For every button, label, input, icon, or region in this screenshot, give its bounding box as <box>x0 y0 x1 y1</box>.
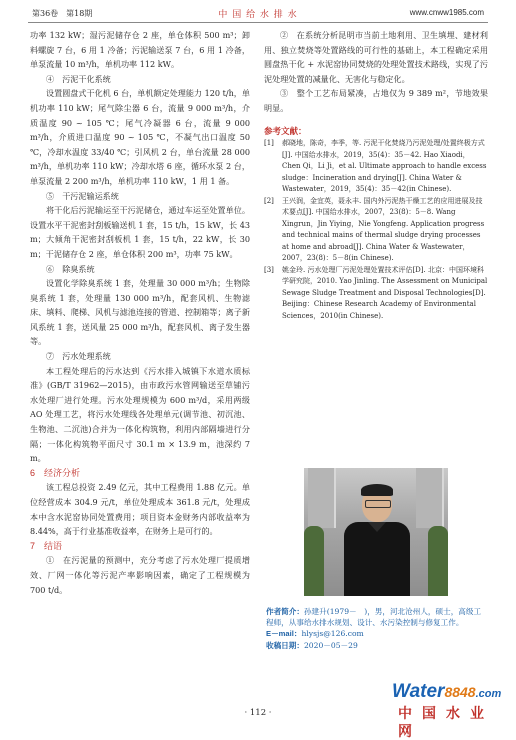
received-date-label: 收稿日期： <box>266 640 304 650</box>
portrait-shirt <box>344 522 410 596</box>
reference-number: [3] <box>264 265 274 274</box>
references-heading: 参考文献： <box>264 125 307 136</box>
reference-text: 郝晓地，陈奇，李季，等. 污泥干化焚烧乃污泥处理/处置终极方式[J]. 中国给水排水，2019，35(4)：35－42. Hao Xiaodi，Chen Qi，Li Ji，et al. Ultimate approach to handle excess sludge：Incineration and drying[J]. China Water & Wastewater，2019，35(4)：35－42(in Chinese). <box>282 139 487 194</box>
reference-list <box>264 138 488 322</box>
reference-number: [2] <box>264 196 274 205</box>
author-email[interactable]: hlysjs@126.com <box>301 629 364 639</box>
portrait-figure <box>344 486 410 596</box>
subsection-heading: ⑦ 污水处理系统 <box>46 351 111 362</box>
logo-chinese: 中国水业网 <box>398 705 494 739</box>
conclusion-continued <box>264 28 488 116</box>
building-shape <box>308 468 336 528</box>
portrait-glasses <box>365 500 391 508</box>
reference-item <box>264 196 488 265</box>
reference-item <box>264 265 488 323</box>
bio-text: 孙建升(1979－ )，男，河北沧州人，硕士，高级工程师，从事给水排水规划、设计、水污染控制与修复工作。 <box>266 607 482 628</box>
reference-item <box>264 138 488 196</box>
body-paragraph: 将干化后污泥输运至干污泥储仓，通过车运至处置单位。设置水平干泥密封刮板输送机 1 套，15 t/h，15 kW，长 43 m；大倾角干泥密封刮板机 1 套，15 t/h，22 kW，长 30 m；干泥储存仓 2 座，单仓体积 200 m³，功率 75 kW。 <box>30 205 250 259</box>
section-heading: 7 结语 <box>30 540 63 551</box>
body-paragraph: 本工程处理后的污水达到《污水排入城镇下水道水质标准》(GB/T 31962—2015)，由市政污水管网输送至草铺污水处理厂进行处理。污水处理规模为 600 m³/d，采用两级 AO 处理工艺，将污水处理线各处理单元(调节池、初沉池、生物池、二沉池)合并为一体化构筑物，利用内部隔墙进行分隔；一体化构筑物平面尺寸 30.1 m × 13.9 m，池深约 7 m。 <box>30 365 250 464</box>
building-shape <box>416 468 444 528</box>
journal-url[interactable]: www.cnww1985.com <box>409 8 484 17</box>
tree-shape <box>304 526 324 596</box>
tree-shape <box>428 526 448 596</box>
received-date: 2020－05－29 <box>303 640 358 650</box>
site-logo <box>392 681 510 739</box>
running-header <box>28 6 488 20</box>
reference-text: 王兴润，金宜英，聂永丰. 国内外污泥热干燥工艺的应用进展及技术要点[J]. 中国给水排水，2007，23(8)：5－8. Wang Xingrun，Jin Yiying，Nie Yongfeng. Application progress and technical mains of thermal sludge drying processes at home and abroad[J]. China Water & Wastewater，2007，23(8)：5－8(in Chinese). <box>282 196 485 263</box>
logo-number: 8848 <box>444 684 476 700</box>
portrait-hair <box>361 484 393 496</box>
section-heading: 6 经济分析 <box>30 467 81 478</box>
body-paragraph: 设置圆盘式干化机 6 台，单机额定处理能力 120 t/h，单机功率 110 kW；尾气除尘器 6 台，流量 9 000 m³/h，介质温度 90 ~ 105 ℃；尾气冷凝器 6 台，流量 9 000 m³/h，介质进口温度 90 ~ 105 ℃，不凝气出口温度 50 ℃，冷却水温度 33/40 ℃；引风机 2 台，单台流量 28 000 m³/h，单机功率 110 kW；冷却水塔 6 座，循环水泵 2 台，单泵流量 2 200 m³/h，单机功率 110 kW，1 用 1 备。 <box>30 88 250 186</box>
reference-number: [1] <box>264 139 274 148</box>
subsection-heading: ④ 污泥干化系统 <box>46 73 111 84</box>
journal-volume: 第36卷 第18期 <box>32 9 93 18</box>
body-paragraph: ③ 整个工艺布局紧凑，占地仅为 9 389 m²，节地效果明显。 <box>264 88 488 113</box>
bio-label: 作者简介： <box>266 607 304 616</box>
body-paragraph: 该工程总投资 2.49 亿元，其中工程费用 1.88 亿元。单位经营成本 304.9 元/t，单位处理成本 361.8 元/t，处理成本中含水泥窑协同处置费用；项目资本金财务内部收益率为 8.44%，高于行业基准收益率，在财务上是可行的。 <box>30 482 250 537</box>
journal-title: 中 国 给 水 排 水 <box>218 10 298 20</box>
author-bio <box>266 606 488 651</box>
header-divider <box>28 22 488 23</box>
body-paragraph: 设置化学除臭系统 1 套，处理量 30 000 m³/h；生物除臭系统 1 套，处理量 130 000 m³/h，配套风机、生物滤床、填料、爬梯、风机与滤池连接的管道、控制箱等；离子新风系统 1 套，送风量 25 000 m³/h，配套风机、离子发生器等。 <box>30 278 250 347</box>
body-paragraph: 功率 132 kW；湿污泥储存仓 2 座，单仓体积 500 m³；卸料螺旋 7 台，6 用 1 冷备；污泥输送泵 7 台，6 用 1 冷备，单泵流量 10 m³/h，单机功率 112 kW。 <box>30 30 250 70</box>
reference-text: 姚金玲. 污水处理厂污泥处理处置技术评估[D]. 北京：中国环境科学研究院，2010. Yao Jinling. The Assessment on Municipal Sewage Sludge Treatment and Disposal Technologies[D]. Beijing：Chinese Research Academy of Environmental Sciences，2010(in Chinese). <box>282 265 488 320</box>
logo-suffix: .com <box>475 688 502 700</box>
page-number: · 112 · <box>244 708 272 718</box>
body-paragraph: ② 在系统分析昆明市当前土地利用、卫生填埋、建材利用、独立焚烧等处置路线的可行性的基础上，本工程确定采用圆盘热干化 + 水泥窑协同焚烧的处理处置技术路线，实现了污泥处理处置的减量化、无害化与稳定化。 <box>264 30 488 84</box>
body-paragraph: ① 在污泥量的预测中，充分考虑了污水处理厂提质增效、厂网一体化等污泥产率影响因素，确定了工程规模为 700 t/d。 <box>30 555 250 595</box>
left-column <box>30 28 250 597</box>
email-label: E－mail： <box>266 629 302 639</box>
logo-word: Water <box>392 681 445 702</box>
author-photo <box>304 468 448 596</box>
subsection-heading: ⑥ 除臭系统 <box>46 263 95 274</box>
subsection-heading: ⑤ 干污泥输运系统 <box>46 190 119 201</box>
right-column <box>264 28 488 322</box>
